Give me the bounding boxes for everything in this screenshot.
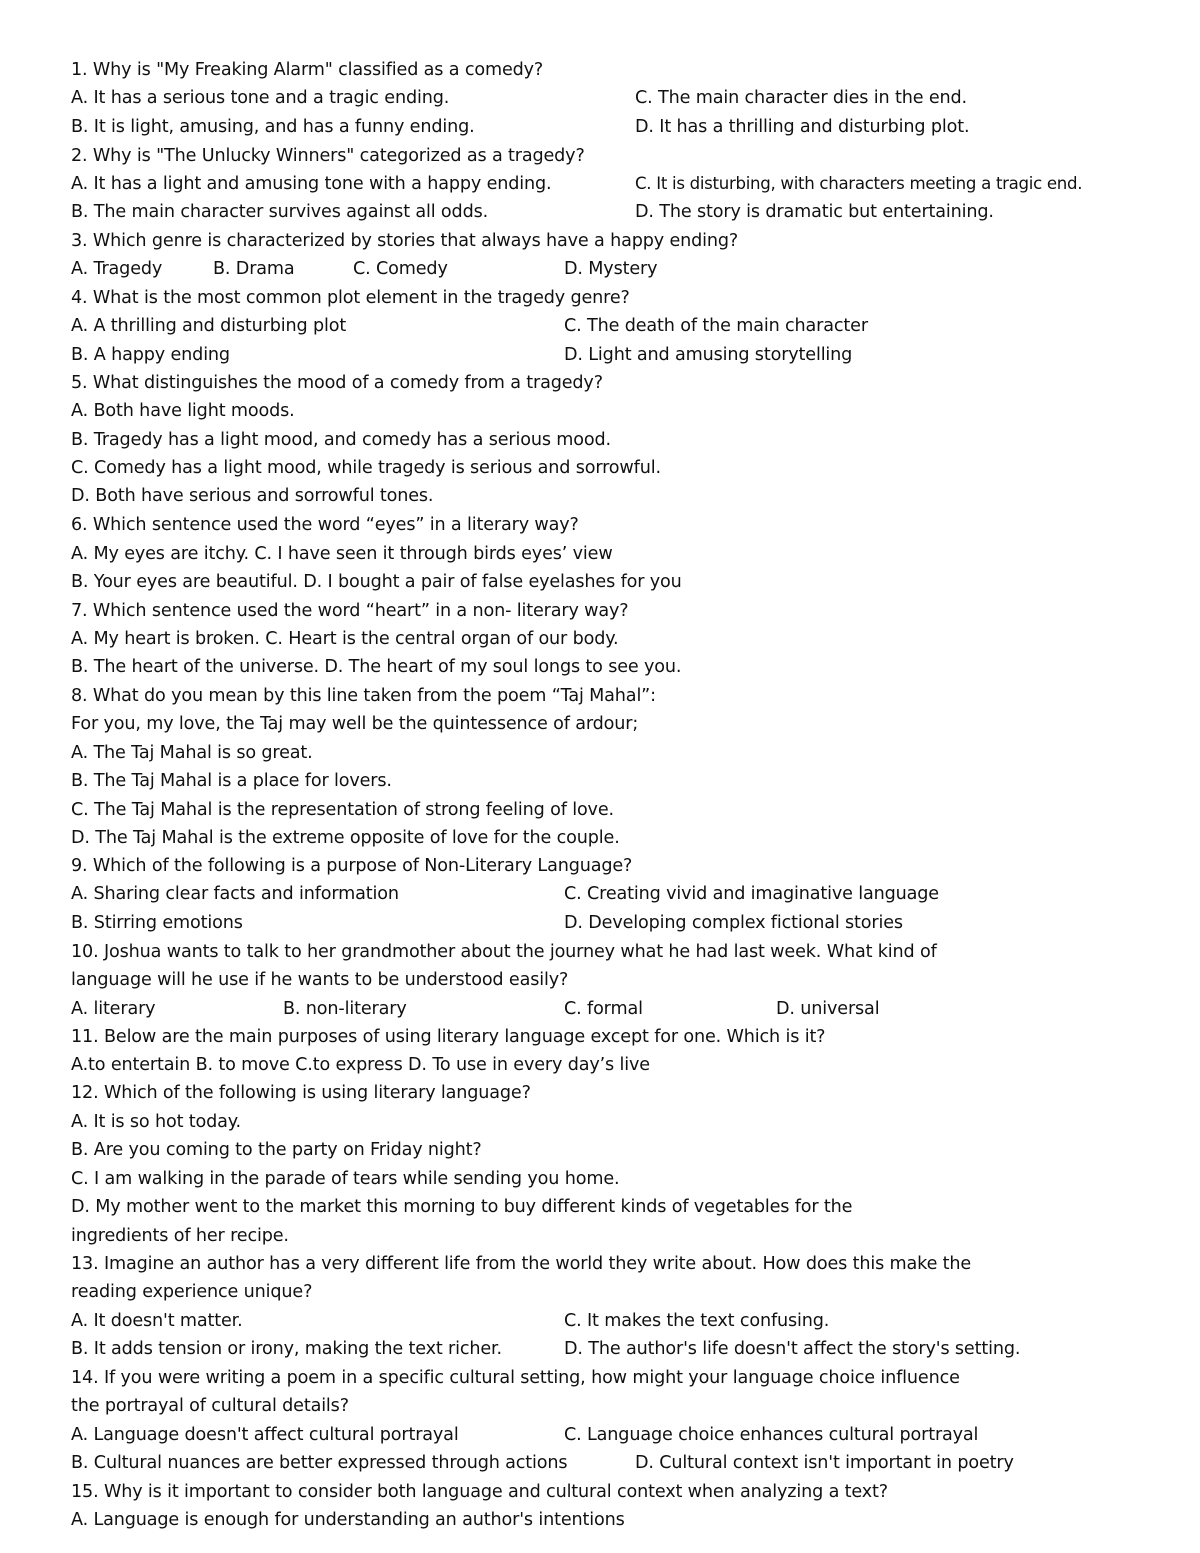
q8-option-b: B. The Taj Mahal is a place for lovers. <box>71 771 392 791</box>
q13-option-d: D. The author's life doesn't affect the story's setting. <box>564 1339 1021 1359</box>
q13-option-c: C. It makes the text confusing. <box>564 1311 830 1331</box>
q1-option-d: D. It has a thrilling and disturbing plot. <box>635 117 970 137</box>
question-1: 1. Why is "My Freaking Alarm" classified as a comedy? <box>71 60 544 80</box>
q10-option-c: C. formal <box>564 999 643 1019</box>
q7-options-line-2: B. The heart of the universe. D. The heart of my soul longs to see you. <box>71 657 682 677</box>
q12-option-a: A. It is so hot today. <box>71 1112 241 1132</box>
q5-option-d: D. Both have serious and sorrowful tones. <box>71 486 434 506</box>
q4-option-b: B. A happy ending <box>71 345 230 365</box>
q2-option-d: D. The story is dramatic but entertaining. <box>635 202 994 222</box>
q9-option-b: B. Stirring emotions <box>71 913 243 933</box>
q2-option-a: A. It has a light and amusing tone with a happy ending. <box>71 174 552 194</box>
q5-option-b: B. Tragedy has a light mood, and comedy has a serious mood. <box>71 430 611 450</box>
q1-option-b: B. It is light, amusing, and has a funny ending. <box>71 117 475 137</box>
q8-option-d: D. The Taj Mahal is the extreme opposite of love for the couple. <box>71 828 620 848</box>
q4-option-c: C. The death of the main character <box>564 316 868 336</box>
question-4: 4. What is the most common plot element in the tragedy genre? <box>71 288 630 308</box>
question-7: 7. Which sentence used the word “heart” in a non- literary way? <box>71 601 629 621</box>
q10-option-b: B. non-literary <box>283 999 407 1019</box>
q8-option-c: C. The Taj Mahal is the representation of strong feeling of love. <box>71 800 614 820</box>
q12-option-d-line-2: ingredients of her recipe. <box>71 1226 289 1246</box>
q15-option-a: A. Language is enough for understanding an author's intentions <box>71 1510 625 1530</box>
q14-option-d: D. Cultural context isn't important in poetry <box>635 1453 1014 1473</box>
q4-option-a: A. A thrilling and disturbing plot <box>71 316 347 336</box>
question-15: 15. Why is it important to consider both language and cultural context when analyzing a text? <box>71 1482 888 1502</box>
q5-option-c: C. Comedy has a light mood, while tragedy is serious and sorrowful. <box>71 458 661 478</box>
q12-option-c: C. I am walking in the parade of tears while sending you home. <box>71 1169 620 1189</box>
q3-option-d: D. Mystery <box>564 259 658 279</box>
q3-option-c: C. Comedy <box>353 259 448 279</box>
q7-options-line-1: A. My heart is broken. C. Heart is the central organ of our body. <box>71 629 619 649</box>
q8-option-a: A. The Taj Mahal is so great. <box>71 743 313 763</box>
q10-option-d: D. universal <box>776 999 880 1019</box>
question-12: 12. Which of the following is using literary language? <box>71 1083 531 1103</box>
q9-option-c: C. Creating vivid and imaginative language <box>564 884 939 904</box>
q5-option-a: A. Both have light moods. <box>71 401 295 421</box>
q1-option-a: A. It has a serious tone and a tragic ending. <box>71 88 450 108</box>
q14-option-a: A. Language doesn't affect cultural portrayal <box>71 1425 459 1445</box>
question-8: 8. What do you mean by this line taken from the poem “Taj Mahal”: <box>71 686 656 706</box>
question-3: 3. Which genre is characterized by stories that always have a happy ending? <box>71 231 739 251</box>
q13-option-a: A. It doesn't matter. <box>71 1311 243 1331</box>
q9-option-d: D. Developing complex fictional stories <box>564 913 903 933</box>
q3-option-b: B. Drama <box>213 259 295 279</box>
q12-option-d-line-1: D. My mother went to the market this morning to buy different kinds of vegetables for the <box>71 1197 853 1217</box>
q6-options-line-1: A. My eyes are itchy. C. I have seen it through birds eyes’ view <box>71 544 613 564</box>
q14-option-b: B. Cultural nuances are better expressed through actions <box>71 1453 568 1473</box>
question-2: 2. Why is "The Unlucky Winners" categorized as a tragedy? <box>71 146 585 166</box>
question-6: 6. Which sentence used the word “eyes” in a literary way? <box>71 515 579 535</box>
question-10-line-2: language will he use if he wants to be understood easily? <box>71 970 569 990</box>
q11-options: A.to entertain B. to move C.to express D. To use in every day’s live <box>71 1055 650 1075</box>
question-11: 11. Below are the main purposes of using literary language except for one. Which is it? <box>71 1027 826 1047</box>
question-14-line-1: 14. If you were writing a poem in a specific cultural setting, how might your language choice influence <box>71 1368 960 1388</box>
q9-option-a: A. Sharing clear facts and information <box>71 884 399 904</box>
question-13-line-1: 13. Imagine an author has a very different life from the world they write about. How does this make the <box>71 1254 972 1274</box>
question-9: 9. Which of the following is a purpose of Non-Literary Language? <box>71 856 633 876</box>
question-13-line-2: reading experience unique? <box>71 1282 313 1302</box>
q1-option-c: C. The main character dies in the end. <box>635 88 967 108</box>
question-14-line-2: the portrayal of cultural details? <box>71 1396 349 1416</box>
q8-poem-quote: For you, my love, the Taj may well be the quintessence of ardour; <box>71 714 639 734</box>
q2-option-c: C. It is disturbing, with characters meeting a tragic end. <box>635 174 1083 193</box>
question-10-line-1: 10. Joshua wants to talk to her grandmother about the journey what he had last week. What kind of <box>71 942 937 962</box>
q12-option-b: B. Are you coming to the party on Friday night? <box>71 1140 482 1160</box>
q10-option-a: A. literary <box>71 999 156 1019</box>
q3-option-a: A. Tragedy <box>71 259 163 279</box>
q14-option-c: C. Language choice enhances cultural portrayal <box>564 1425 979 1445</box>
q2-option-b: B. The main character survives against all odds. <box>71 202 489 222</box>
question-5: 5. What distinguishes the mood of a comedy from a tragedy? <box>71 373 603 393</box>
q6-options-line-2: B. Your eyes are beautiful. D. I bought a pair of false eyelashes for you <box>71 572 682 592</box>
q4-option-d: D. Light and amusing storytelling <box>564 345 853 365</box>
q13-option-b: B. It adds tension or irony, making the text richer. <box>71 1339 502 1359</box>
